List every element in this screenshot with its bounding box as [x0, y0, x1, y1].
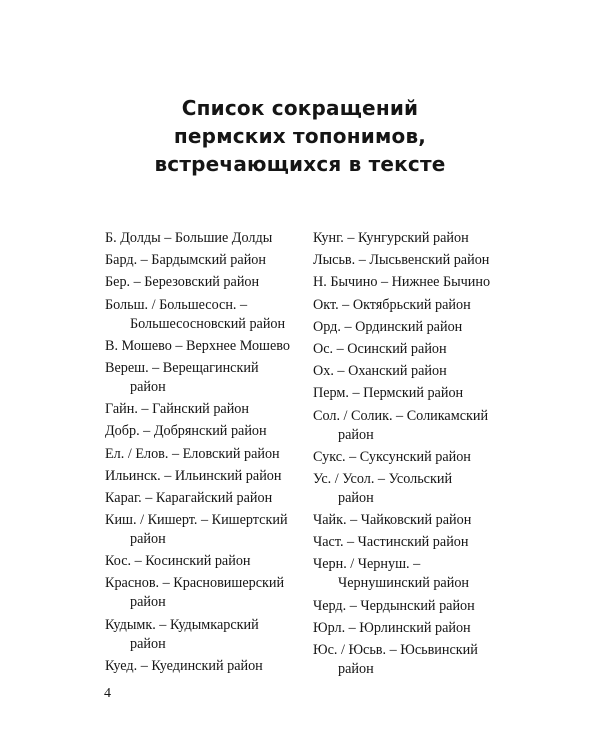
abbreviation-entry — [313, 229, 503, 248]
entry-line: Черд. – Чердынский район — [313, 597, 475, 614]
abbreviation-entry — [313, 384, 503, 403]
entry-line: Орд. – Ординский район — [313, 318, 463, 335]
abbreviation-entry — [105, 616, 300, 654]
abbreviation-entry — [313, 533, 503, 552]
entry-line: Кудымк. – Кудымкарский — [105, 616, 259, 633]
entry-line: Бер. – Березовский район — [105, 274, 260, 291]
entry-continuation-line: район — [130, 594, 166, 611]
entry-line: Гайн. – Гайнский район — [105, 401, 249, 418]
entry-line: Перм. – Пермский район — [313, 385, 464, 402]
abbreviation-entry — [105, 251, 300, 270]
entry-continuation-line: район — [338, 426, 374, 443]
abbreviation-entry — [313, 318, 503, 337]
entry-line: Краснов. – Красновишерский — [105, 575, 285, 592]
entry-line: Ос. – Осинский район — [313, 340, 447, 357]
abbreviation-entry — [313, 340, 503, 359]
entry-line: Юрл. – Юрлинский район — [313, 619, 471, 636]
abbreviation-entry — [105, 657, 300, 676]
entry-line: Бард. – Бардымский район — [105, 252, 266, 269]
title-line-2: пермских топонимов, — [173, 124, 427, 148]
abbreviation-entry — [313, 597, 503, 616]
page-number: 4 — [104, 686, 111, 701]
abbreviation-entry — [313, 362, 503, 381]
entry-line: Ус. / Усол. – Усольский — [313, 470, 453, 487]
entry-continuation-line: Большесосновский район — [130, 315, 286, 332]
abbreviation-list-left — [105, 229, 300, 679]
entry-line: Чайк. – Чайковский район — [313, 512, 472, 529]
entry-line: Куед. – Куединский район — [105, 657, 263, 674]
entry-line: Караг. – Карагайский район — [105, 489, 273, 506]
entry-continuation-line: район — [130, 531, 166, 548]
abbreviation-entry — [105, 574, 300, 612]
entry-line: Лысьв. – Лысьвенский район — [313, 252, 490, 269]
entry-continuation-line: район — [130, 378, 166, 395]
entry-line: В. Мошево – Верхнее Мошево — [105, 337, 290, 354]
entry-line: Ох. – Оханский район — [313, 363, 447, 380]
abbreviation-entry — [105, 273, 300, 292]
abbreviation-entry — [313, 619, 503, 638]
abbreviation-entry — [105, 445, 300, 464]
abbreviation-entry — [105, 511, 300, 549]
abbreviation-entry — [313, 555, 503, 593]
entry-line: Черн. / Чернуш. – — [313, 556, 421, 573]
entry-line: Юс. / Юсьв. – Юсьвинский — [313, 642, 478, 658]
abbreviation-list-right — [313, 229, 503, 682]
entry-line: Сол. / Солик. – Соликамский — [313, 407, 489, 424]
abbreviation-entry — [105, 400, 300, 419]
abbreviation-entry — [313, 251, 503, 270]
entry-continuation-line: район — [338, 489, 374, 506]
entry-continuation-line: район — [338, 661, 374, 677]
entry-line: Окт. – Октябрьский район — [313, 296, 471, 313]
abbreviation-entry — [313, 407, 503, 445]
abbreviation-entry — [105, 552, 300, 571]
abbreviation-entry — [105, 337, 300, 356]
entry-continuation-line: Чернушинский район — [338, 575, 469, 592]
title-line-1: Список сокращений — [181, 96, 419, 120]
abbreviation-entry — [313, 511, 503, 530]
entry-line: Б. Долды – Большие Долды — [105, 230, 273, 246]
entry-line: Сукс. – Суксунский район — [313, 448, 471, 465]
entry-line: Добр. – Добрянский район — [105, 423, 267, 440]
abbreviation-entry — [105, 296, 300, 334]
entry-line: Больш. / Большесосн. – — [105, 296, 248, 313]
abbreviation-entry — [313, 273, 503, 292]
abbreviation-entry — [313, 470, 503, 508]
page-title — [0, 94, 600, 178]
abbreviation-entry — [313, 641, 503, 679]
abbreviation-entry — [105, 489, 300, 508]
entry-line: Кунг. – Кунгурский район — [313, 230, 469, 246]
entry-line: Част. – Частинский район — [313, 534, 469, 551]
abbreviation-entry — [105, 467, 300, 486]
entry-line: Вереш. – Верещагинский — [105, 359, 259, 376]
abbreviation-entry — [105, 229, 300, 248]
entry-line: Ильинск. – Ильинский район — [105, 467, 282, 484]
title-line-3: встречающихся в тексте — [154, 152, 446, 176]
entry-continuation-line: район — [130, 635, 166, 652]
abbreviation-entry — [313, 296, 503, 315]
entry-line: Ел. / Елов. – Еловский район — [105, 445, 280, 462]
abbreviation-entry — [105, 359, 300, 397]
entry-line: Киш. / Кишерт. – Кишертский — [105, 512, 288, 529]
abbreviation-entry — [313, 448, 503, 467]
abbreviation-entry — [105, 422, 300, 441]
entry-line: Кос. – Косинский район — [105, 553, 251, 570]
entry-line: Н. Бычино – Нижнее Бычино — [313, 274, 491, 291]
